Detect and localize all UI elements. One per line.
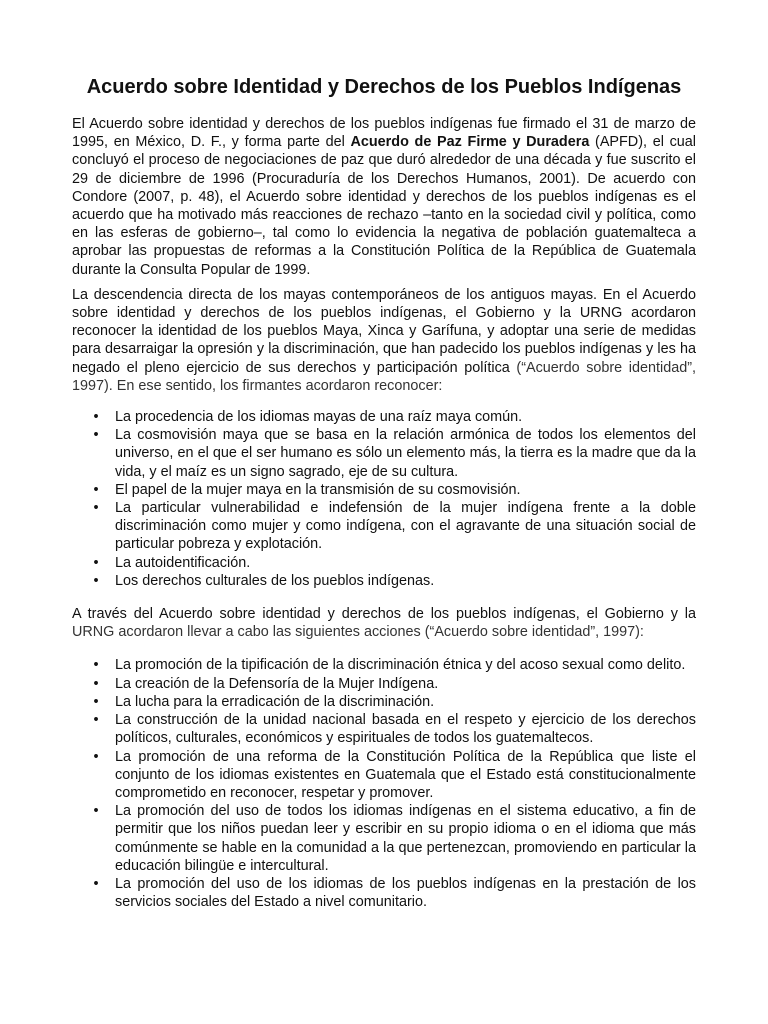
bullet-marker: • <box>93 409 99 426</box>
bullet-marker: • <box>93 875 99 892</box>
bullet-marker: • <box>93 712 99 729</box>
list-item-text: La promoción de la tipificación de la discriminación étnica y del acoso sexual como delito. <box>115 657 686 674</box>
bullet-marker: • <box>93 481 99 498</box>
list-item <box>72 675 696 693</box>
paragraph-intro-text-2: (APFD), el cual concluyó el proceso de negociaciones de paz que duró alrededor de una década y fue suscrito el 29 de diciembre de 1996 (Procuraduría de los Derechos Humanos, 2001). De acuerdo con Condore (2007, p. 48), el Acuerdo sobre identidad y derechos de los pueblos indígenas es el acuerdo que ha motivado más reacciones de rechazo –tanto en la sociedad civil y política, como en las esferas de gobierno–, tal como lo evidencia la negativa de población guatemalteca a aprobar las propuestas de reformas a la Constitución Política de la República de Guatemala durante la Consulta Popular de 1999. <box>72 134 696 278</box>
list-item-text: La procedencia de los idiomas mayas de una raíz maya común. <box>115 409 523 426</box>
paragraph-intro-text-1: El Acuerdo sobre identidad y derechos de los pueblos indígenas fue firmado el 31 de marzo de 1995, en México, D. F., y forma parte del <box>72 116 696 151</box>
list-item <box>72 499 696 554</box>
bullet-marker: • <box>93 572 99 589</box>
list-item-text: La promoción del uso de los idiomas de los pueblos indígenas en la prestación de los servicios sociales del Estado a nivel comunitario. <box>115 875 696 911</box>
paragraph-acciones <box>72 605 696 641</box>
actions-list <box>72 656 696 911</box>
paragraph-descendencia-text: La descendencia directa de los mayas contemporáneos de los antiguos mayas. En el Acuerdo sobre identidad y derechos de los pueblos indígenas, el Gobierno y la URNG acordaron reconocer la identidad de los pueblos Maya, Xinca y Garífuna, y adoptar una serie de medidas para desarraigar la opresión y la discriminación, que han padecido los pueblos indígenas y les ha negado el pleno ejercicio de sus derechos y participación política <box>72 286 696 376</box>
bullet-marker: • <box>93 803 99 820</box>
paragraph-intro-bold: Acuerdo de Paz Firme y Duradera <box>350 134 590 151</box>
list-item-text: Los derechos culturales de los pueblos indígenas. <box>115 572 435 589</box>
bullet-marker: • <box>93 554 99 571</box>
list-item <box>72 748 696 803</box>
bullet-marker: • <box>93 427 99 444</box>
paragraph-acciones-citation: URNG acordaron llevar a cabo las siguientes acciones (“Acuerdo sobre identidad”, 1997): <box>72 624 644 641</box>
document-page <box>72 72 696 926</box>
list-item <box>72 426 696 481</box>
list-item <box>72 711 696 747</box>
paragraph-descendencia-citation: (“Acuerdo sobre identidad”, 1997). En ese sentido, los firmantes acordaron reconocer: <box>72 359 696 394</box>
list-item-text: La promoción del uso de todos los idiomas indígenas en el sistema educativo, a fin de permitir que los niños puedan leer y escribir en su propio idioma o en el idioma que más comúnmente se hable en la comunidad a la que pertenezcan, promoviendo en particular la educación bilingüe e intercultural. <box>115 803 696 874</box>
list-item-text: El papel de la mujer maya en la transmisión de su cosmovisión. <box>115 481 521 498</box>
document-title: Acuerdo sobre Identidad y Derechos de los Pueblos Indígenas <box>86 76 682 98</box>
list-item-text: La particular vulnerabilidad e indefensión de la mujer indígena frente a la doble discriminación como mujer y como indígena, con el agravante de una situación social de particular pobreza y explotación. <box>115 500 696 553</box>
list-item <box>72 875 696 911</box>
list-item-text: La construcción de la unidad nacional basada en el respeto y ejercicio de los derechos políticos, culturales, económicos y espirituales de todos los guatemaltecos. <box>115 712 696 747</box>
list-item <box>72 554 696 572</box>
list-item <box>72 572 696 590</box>
paragraph-acciones-text: A través del Acuerdo sobre identidad y derechos de los pueblos indígenas, el Gobierno y la <box>72 606 696 623</box>
list-item-text: La cosmovisión maya que se basa en la relación armónica de todos los elementos del universo, en el que el ser humano es sólo un elemento más, la tierra es la madre que da la vida, y el maíz es un signo sagrado, eje de su cultura. <box>115 427 696 480</box>
paragraph-intro <box>72 115 696 279</box>
bullet-marker: • <box>93 693 99 710</box>
bullet-marker: • <box>93 657 99 674</box>
list-item <box>72 656 696 674</box>
list-item <box>72 481 696 499</box>
list-item <box>72 802 696 875</box>
list-item-text: La promoción de una reforma de la Constitución Política de la República que liste el conjunto de los idiomas existentes en Guatemala que el Estado está constitucionalmente comprometido en reconocer, respetar y promover. <box>115 748 696 801</box>
list-item-text: La lucha para la erradicación de la discriminación. <box>115 693 435 710</box>
list-item-text: La autoidentificación. <box>115 554 251 571</box>
bullet-marker: • <box>93 748 99 765</box>
paragraph-descendencia <box>72 286 696 395</box>
list-item-text: La creación de la Defensoría de la Mujer Indígena. <box>115 675 439 692</box>
recognition-list <box>72 408 696 590</box>
list-item <box>72 693 696 711</box>
list-item <box>72 408 696 426</box>
bullet-marker: • <box>93 675 99 692</box>
bullet-marker: • <box>93 500 99 517</box>
